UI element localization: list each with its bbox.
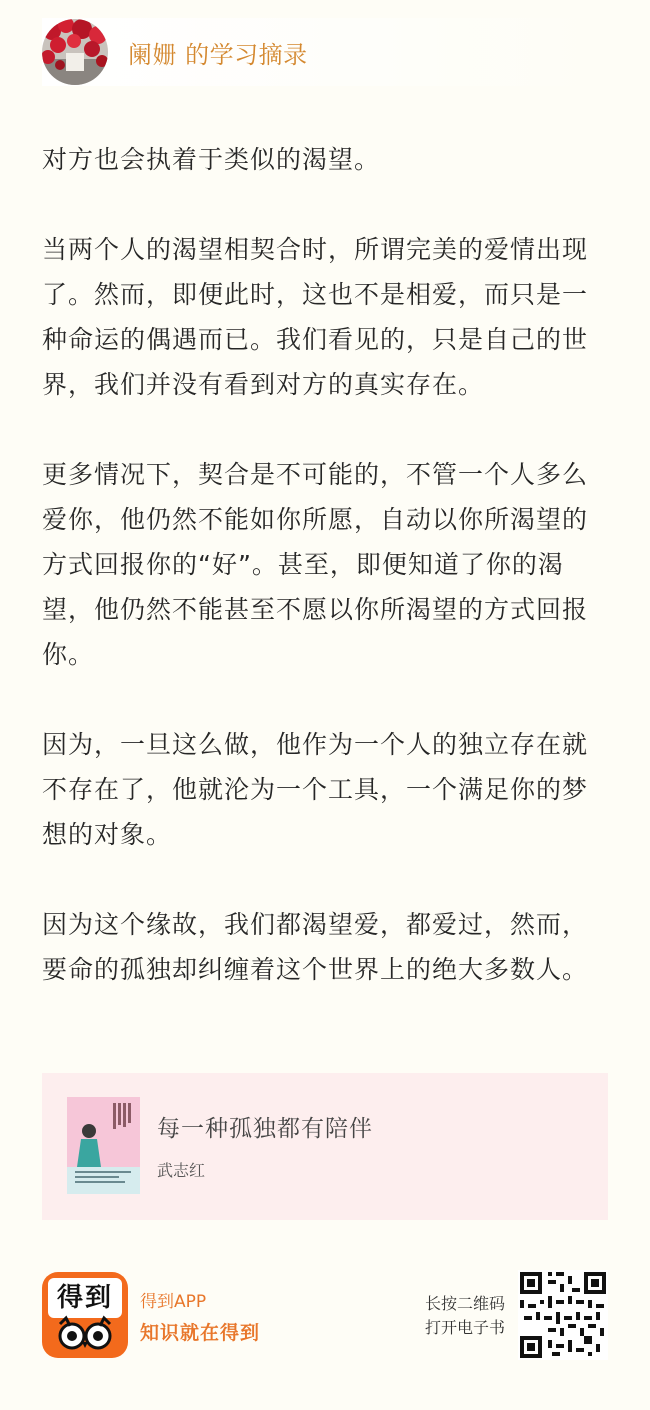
article-paragraph: 因为这个缘故，我们都渴望爱，都爱过，然而，要命的孤独却纠缠着这个世界上的绝大多数人。 xyxy=(42,910,589,984)
app-slogan: 知识就在得到 xyxy=(140,1322,261,1344)
dedao-app-logo[interactable] xyxy=(42,1272,128,1358)
book-cover-art-icon xyxy=(67,1097,140,1194)
header-title: 阑姗 的学习摘录 xyxy=(128,40,308,69)
avatar-flowers-icon xyxy=(42,19,108,85)
article-paragraph: 对方也会执着于类似的渴望。 xyxy=(42,145,381,174)
owl-icon xyxy=(42,1272,128,1358)
app-name: 得到APP xyxy=(140,1292,207,1312)
book-author: 武志红 xyxy=(157,1161,206,1180)
avatar[interactable] xyxy=(42,19,108,85)
qr-hint xyxy=(425,1292,505,1340)
qr-code-icon[interactable] xyxy=(518,1270,608,1360)
qr-code-pattern-icon xyxy=(518,1270,608,1360)
qr-hint-line1: 长按二维码 xyxy=(424,1294,505,1313)
article-paragraph: 因为，一旦这么做，他作为一个人的独立存在就不存在了，他就沦为一个工具，一个满足你的梦想的对象。 xyxy=(42,730,589,849)
book-card[interactable] xyxy=(42,1073,608,1220)
footer xyxy=(42,1270,608,1360)
book-title: 每一种孤独都有陪伴 xyxy=(157,1116,373,1142)
logo-text: 得到 xyxy=(48,1278,122,1318)
book-cover-image xyxy=(67,1097,140,1194)
article-paragraph: 更多情况下，契合是不可能的，不管一个人多么爱你，他仍然不能如你所愿，自动以你所渴望的方式回报你的“好”。甚至，即便知道了你的渴望，他仍然不能甚至不愿以你所渴望的方式回报你。 xyxy=(42,460,589,669)
article-paragraph: 当两个人的渴望相契合时，所谓完美的爱情出现了。然而，即便此时，这也不是相爱，而只是一种命运的偶遇而已。我们看见的，只是自己的世界，我们并没有看到对方的真实存在。 xyxy=(42,235,589,399)
qr-hint-line2: 打开电子书 xyxy=(424,1318,505,1337)
header xyxy=(42,18,608,86)
article-body xyxy=(42,137,612,1037)
